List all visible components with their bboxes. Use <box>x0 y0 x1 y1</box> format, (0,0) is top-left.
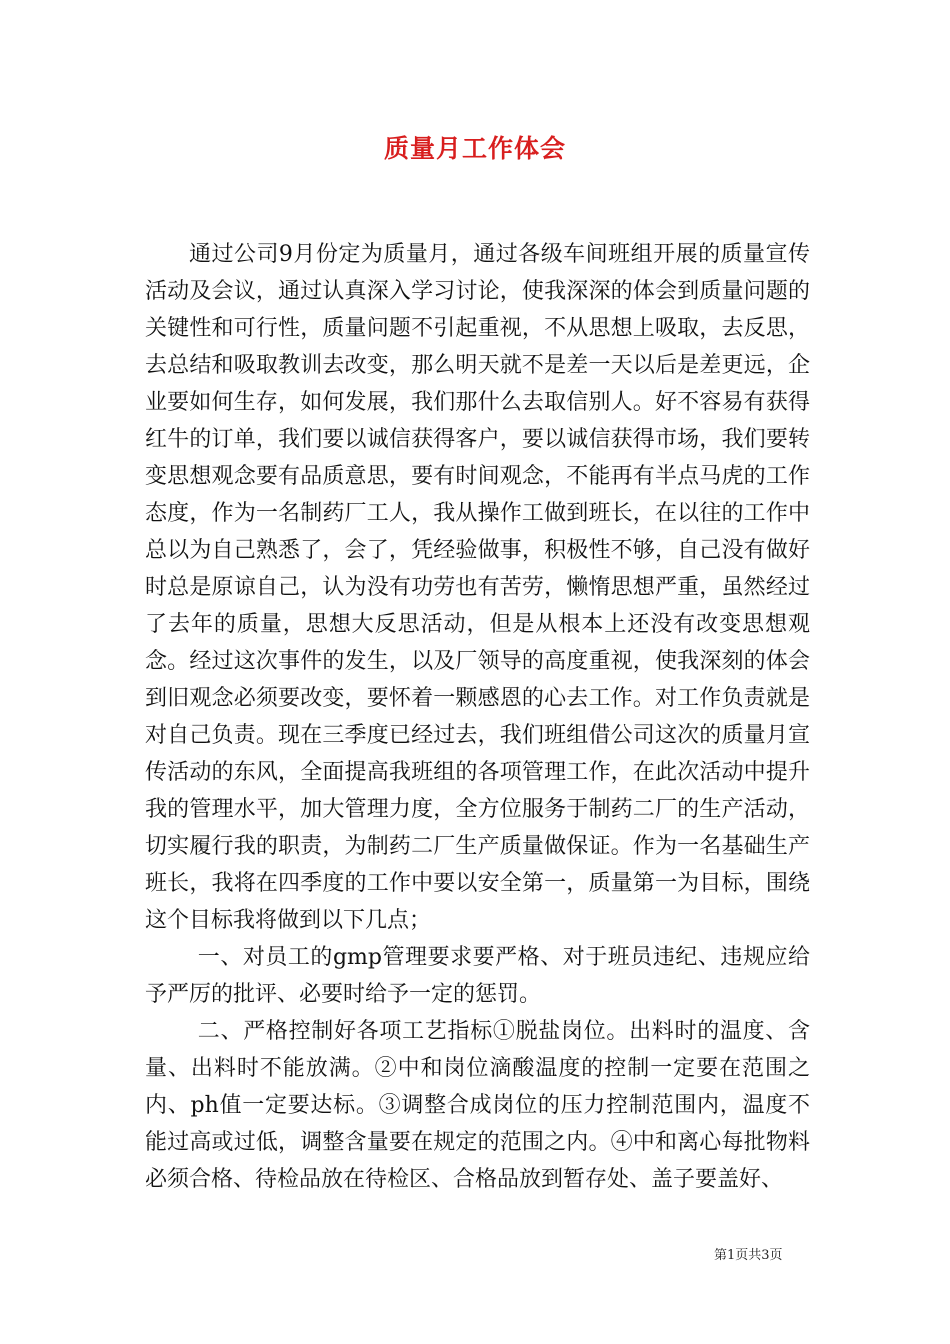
document-body <box>145 236 810 1198</box>
page-number: 第1页共3页 <box>714 1248 783 1263</box>
paragraph-intro: 通过公司9月份定为质量月，通过各级车间班组开展的质量宣传活动及会议，通过认真深入学习讨论，使我深深的体会到质量问题的关键性和可行性，质量问题不引起重视，不从思想上吸取，去反思，去总结和吸取教训去改变，那么明天就不是差一天以后是差更远，企业要如何生存，如何发展，我们那什么去取信别人。好不容易有获得红牛的订单，我们要以诚信获得客户，要以诚信获得市场，我们要转变思想观念要有品质意思，要有时间观念，不能再有半点马虎的工作态度，作为一名制药厂工人，我从操作工做到班长，在以往的工作中总以为自己熟悉了，会了，凭经验做事，积极性不够，自己没有做好时总是原谅自己，认为没有功劳也有苦劳，懒惰思想严重，虽然经过了去年的质量，思想大反思活动，但是从根本上还没有改变思想观念。经过这次事件的发生，以及厂领导的高度重视，使我深刻的体会到旧观念必须要改变，要怀着一颗感恩的心去工作。对工作负责就是对自己负责。现在三季度已经过去，我们班组借公司这次的质量月宣传活动的东风，全面提高我班组的各项管理工作，在此次活动中提升我的管理水平，加大管理力度，全方位服务于制药二厂的生产活动，切实履行我的职责，为制药二厂生产质量做保证。作为一名基础生产班长，我将在四季度的工作中要以安全第一，质量第一为目标，围绕这个目标我将做到以下几点； <box>145 242 810 933</box>
paragraph-point-two: 二、严格控制好各项工艺指标①脱盐岗位。出料时的温度、含量、出料时不能放满。②中和岗位滴酸温度的控制一定要在范围之内、ph值一定要达标。③调整合成岗位的压力控制范围内，温度不能过高或过低，调整含量要在规定的范围之内。④中和离心每批物料必须合格、待检品放在待检区、合格品放到暂存处、盖子要盖好、 <box>145 1019 810 1192</box>
document-title: 质量月工作体会 <box>383 134 566 163</box>
paragraph-point-one: 一、对员工的gmp管理要求要严格、对于班员违纪、违规应给予严厉的批评、必要时给予一定的惩罚。 <box>145 945 810 1007</box>
